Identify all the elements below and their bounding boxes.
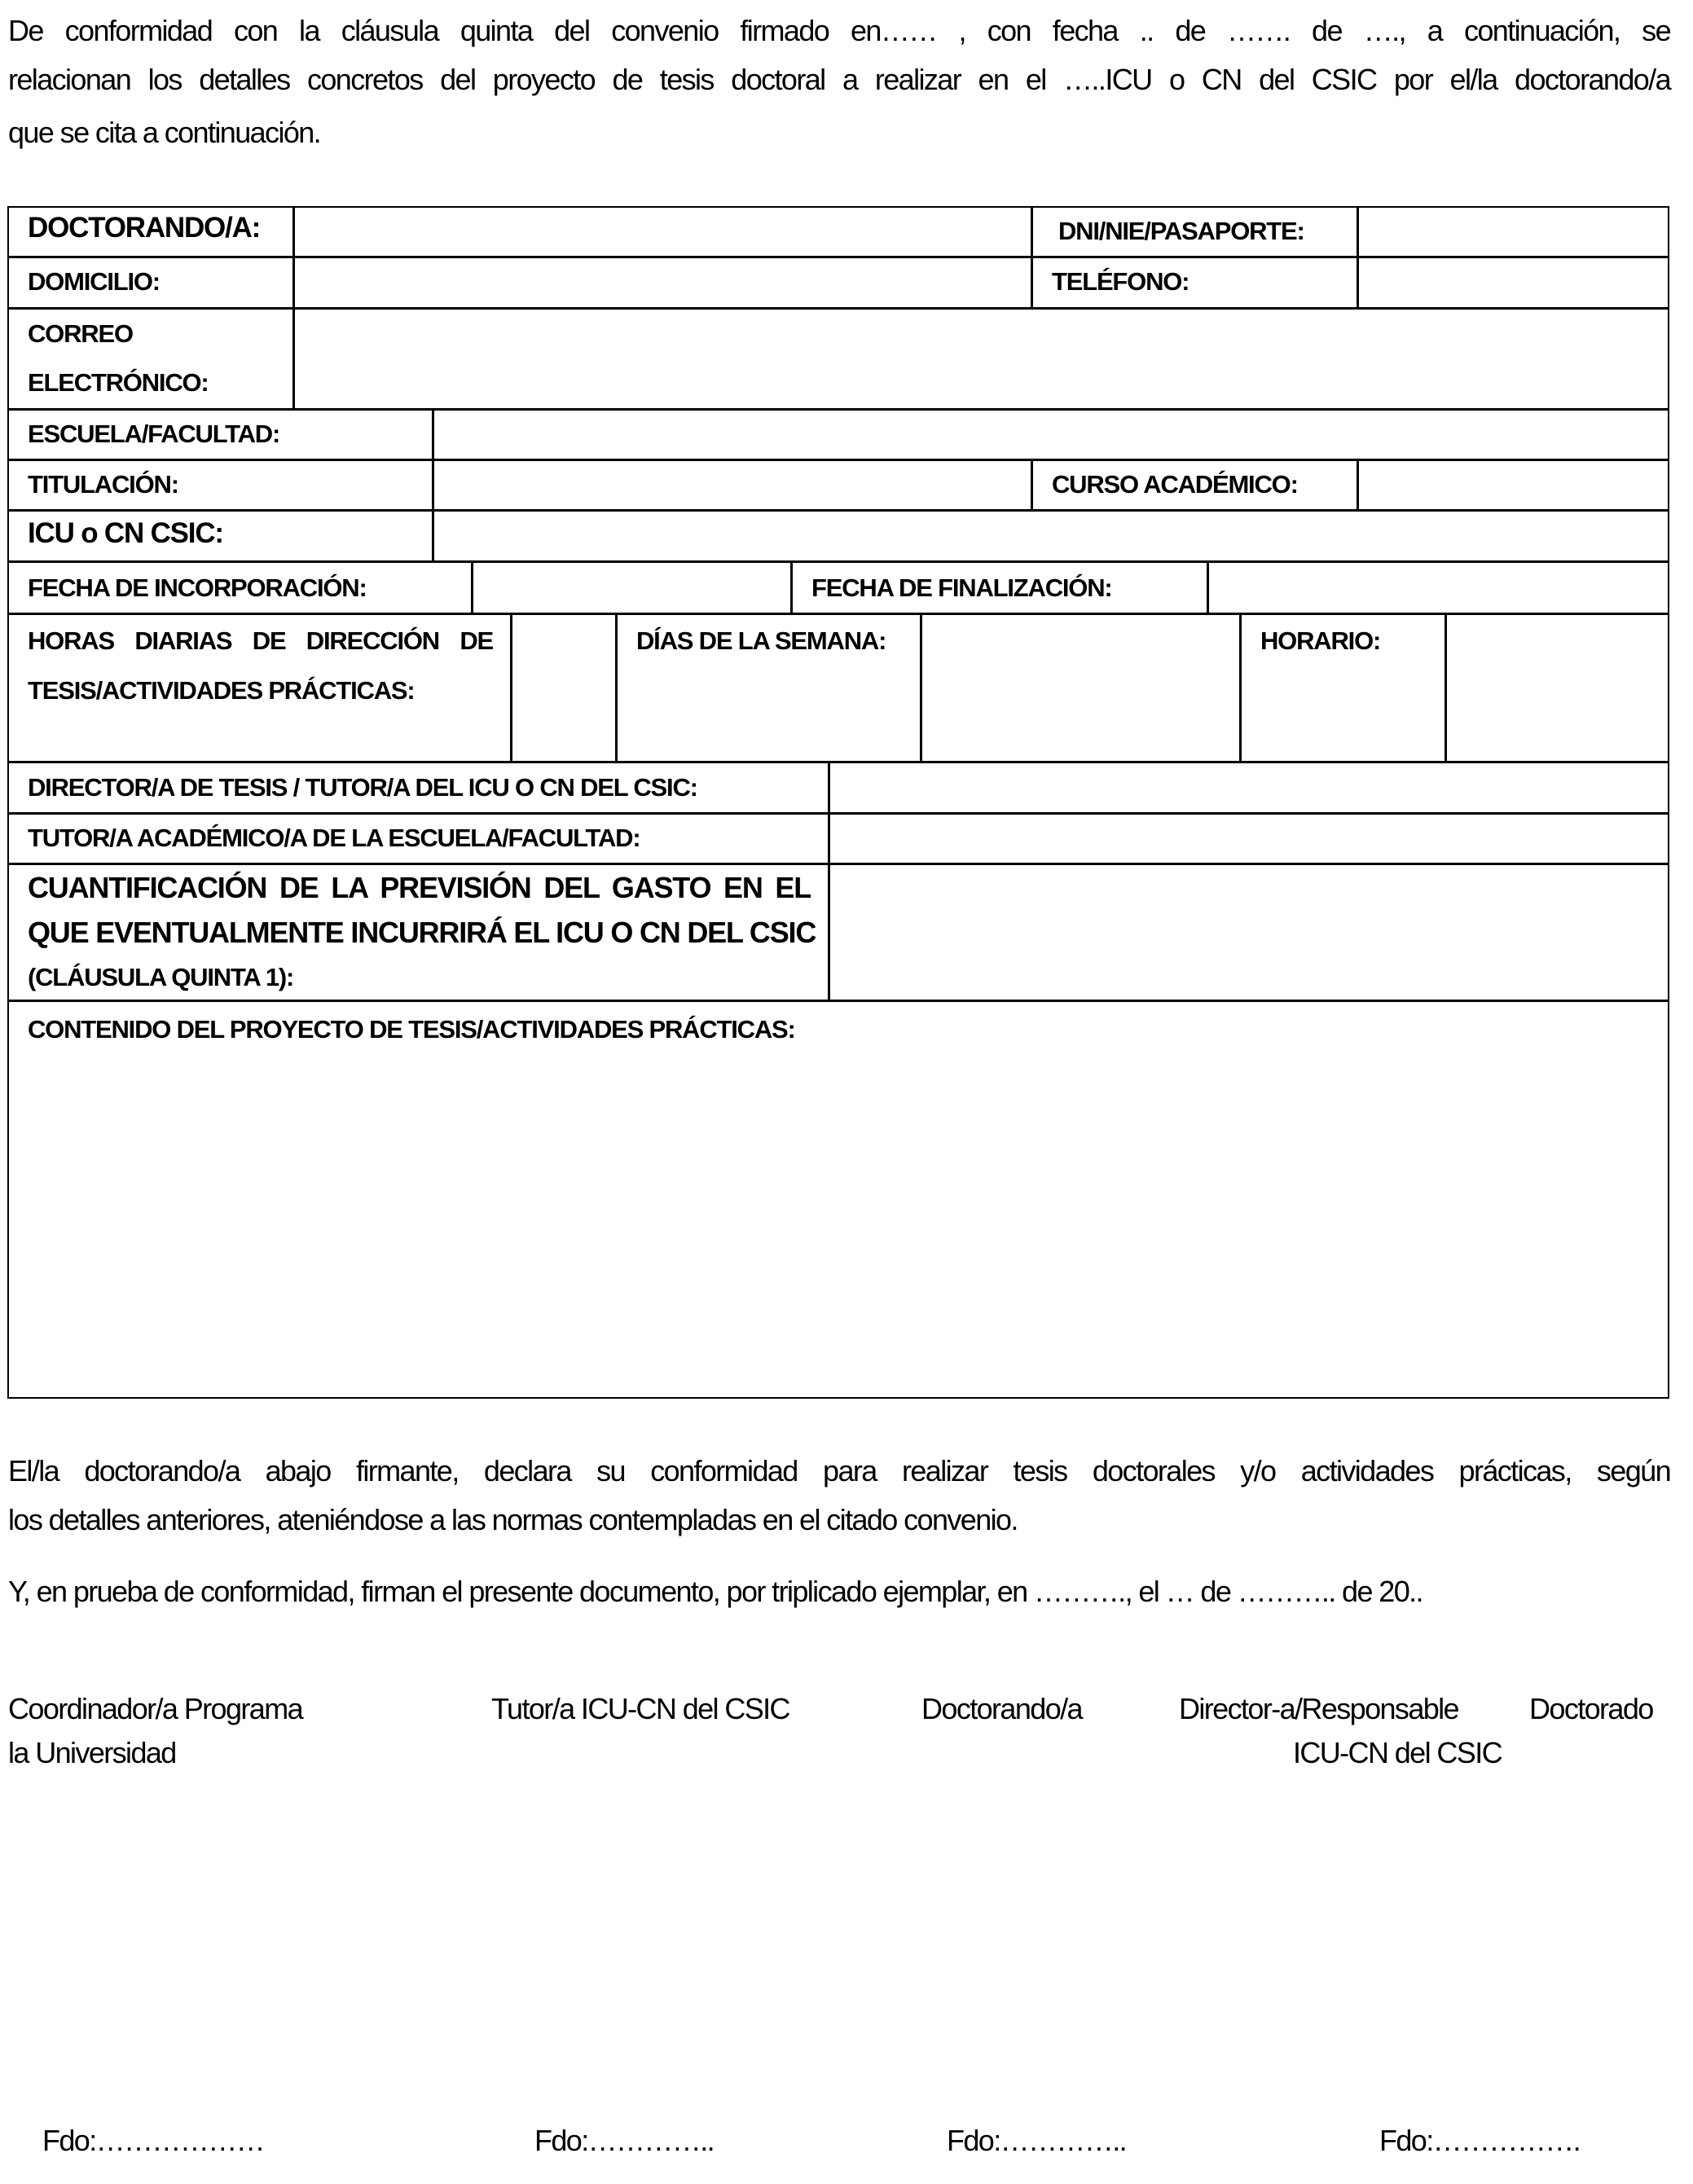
horario-label: HORARIO: — [1260, 626, 1381, 655]
titulacion-label: TITULACIÓN: — [28, 470, 178, 499]
signature-director: Director-a/Responsable — [1179, 1692, 1458, 1725]
intro-line-2: relacionan los detalles concretos del proyecto de tesis doctoral a realizar en el …..ICU o CN del CSIC por el/la doctorando/a — [8, 63, 1670, 96]
telefono-field[interactable] — [1357, 257, 1669, 309]
signature-director-2: ICU-CN del CSIC — [1292, 1736, 1502, 1769]
gasto-label-3: (CLÁUSULA QUINTA 1): — [28, 963, 294, 991]
intro-line-3: que se cita a continuación. — [8, 116, 321, 149]
horario-field[interactable] — [1445, 613, 1669, 762]
signature-coordinador-2: la Universidad — [8, 1736, 176, 1769]
fdo-doctorando: Fdo:………….. — [947, 2124, 1127, 2157]
fecha-incorporacion-label: FECHA DE INCORPORACIÓN: — [28, 573, 367, 602]
gasto-field[interactable] — [829, 863, 1669, 1001]
declaration-line-3: Y, en prueba de conformidad, firman el presente documento, por triplicado ejemplar, en ………., el … de ……….. de 20.. — [8, 1575, 1423, 1608]
declaration-line-1: El/la doctorando/a abajo firmante, declara su conformidad para realizar tesis doctorales y/o actividades prácticas, según — [8, 1454, 1670, 1487]
intro-line-1: De conformidad con la cláusula quinta del convenio firmado en…… , con fecha .. de ……. de …., a continuación, se — [8, 14, 1670, 47]
tutor-academico-label: TUTOR/A ACADÉMICO/A DE LA ESCUELA/FACULTAD: — [28, 824, 640, 852]
doctorando-field[interactable] — [293, 206, 1032, 257]
horas-field[interactable] — [511, 613, 617, 762]
titulacion-field[interactable] — [433, 459, 1032, 511]
curso-field[interactable] — [1357, 459, 1669, 511]
signature-coordinador: Coordinador/a Programa — [8, 1692, 303, 1725]
dni-field[interactable] — [1357, 206, 1669, 257]
dni-label: DNI/NIE/PASAPORTE: — [1058, 217, 1304, 245]
gasto-label: CUANTIFICACIÓN DE LA PREVISIÓN DEL GASTO EN EL — [28, 871, 811, 904]
signature-tutor: Tutor/a ICU-CN del CSIC — [491, 1692, 789, 1725]
contenido-label: CONTENIDO DEL PROYECTO DE TESIS/ACTIVIDADES PRÁCTICAS: — [28, 1015, 795, 1044]
director-label: DIRECTOR/A DE TESIS / TUTOR/A DEL ICU O CN DEL CSIC: — [28, 773, 697, 802]
director-field[interactable] — [829, 762, 1669, 814]
dias-label: DÍAS DE LA SEMANA: — [636, 626, 886, 655]
declaration-line-2: los detalles anteriores, ateniéndose a las normas contempladas en el citado convenio. — [8, 1503, 1018, 1536]
signature-doctorando: Doctorando/a — [921, 1692, 1082, 1725]
fecha-incorporacion-field[interactable] — [472, 561, 792, 614]
fdo-coordinador: Fdo:……………… — [42, 2124, 265, 2157]
gasto-label-2: QUE EVENTUALMENTE INCURRIRÁ EL ICU O CN DEL CSIC — [28, 916, 816, 949]
telefono-label: TELÉFONO: — [1052, 267, 1189, 296]
horas-label-2: TESIS/ACTIVIDADES PRÁCTICAS: — [28, 676, 415, 705]
dias-field[interactable] — [921, 613, 1241, 762]
icu-field[interactable] — [433, 510, 1669, 562]
doctorando-label: DOCTORANDO/A: — [28, 212, 261, 244]
correo-label-2: ELECTRÓNICO: — [28, 368, 209, 397]
correo-label: CORREO — [28, 319, 133, 348]
icu-label: ICU o CN CSIC: — [28, 517, 223, 549]
contenido-field[interactable] — [7, 1000, 1669, 1399]
escuela-field[interactable] — [433, 409, 1669, 460]
signature-doctorado: Doctorado — [1529, 1692, 1653, 1725]
fdo-tutor: Fdo:………….. — [534, 2124, 715, 2157]
domicilio-label: DOMICILIO: — [28, 267, 160, 296]
correo-field[interactable] — [293, 308, 1669, 410]
fdo-director: Fdo:……………. — [1379, 2124, 1581, 2157]
horas-label: HORAS DIARIAS DE DIRECCIÓN DE — [28, 626, 493, 655]
escuela-label: ESCUELA/FACULTAD: — [28, 420, 280, 448]
curso-label: CURSO ACADÉMICO: — [1052, 470, 1298, 499]
domicilio-field[interactable] — [293, 257, 1032, 309]
fecha-finalizacion-label: FECHA DE FINALIZACIÓN: — [811, 573, 1112, 602]
fecha-finalizacion-field[interactable] — [1207, 561, 1669, 614]
tutor-academico-field[interactable] — [829, 813, 1669, 864]
